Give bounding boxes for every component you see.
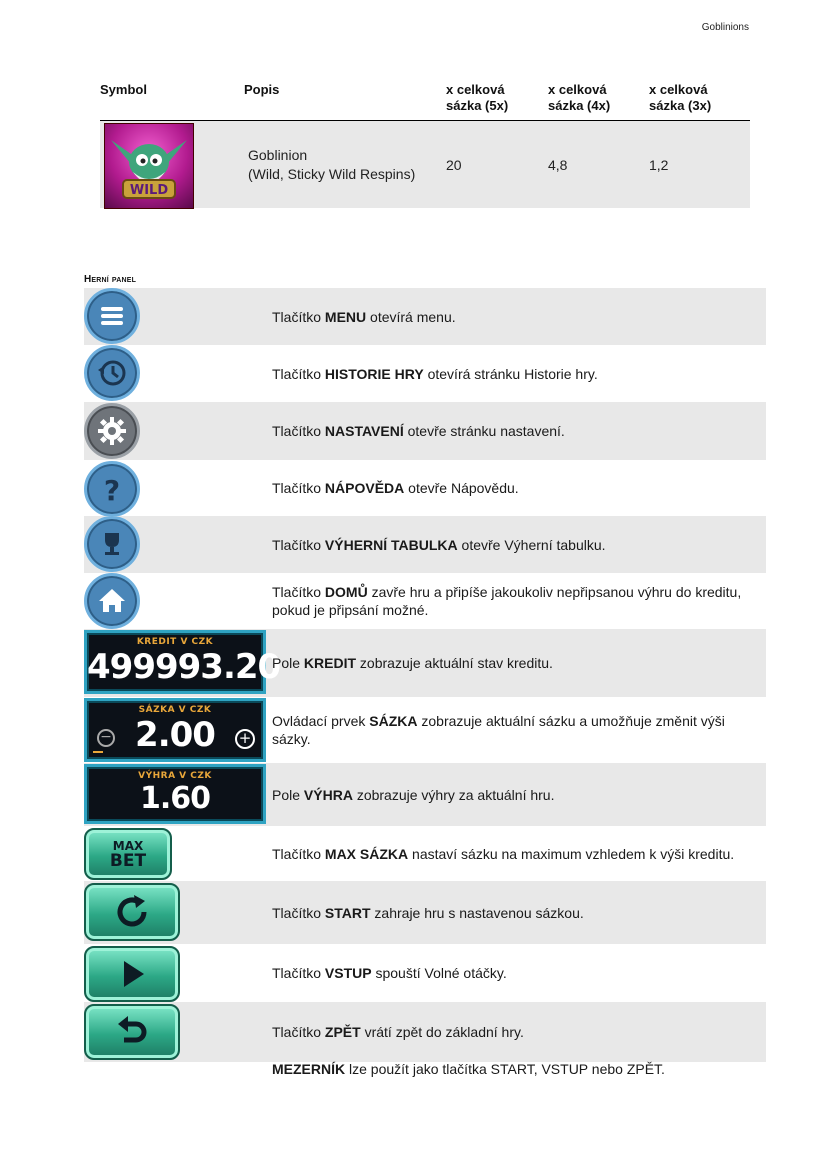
max-bet-line2: BET <box>109 851 147 871</box>
paytable-header <box>100 82 750 121</box>
row-max-bet-text: Tlačítko MAX SÁZKA nastaví sázku na maximum vzhledem k výši kreditu. <box>272 845 735 862</box>
row-start <box>84 881 766 944</box>
row-history-text: Tlačítko HISTORIE HRY otevírá stránku Historie hry. <box>272 365 598 382</box>
max-bet-line1: MAX <box>112 839 144 853</box>
document-header-title: Goblinions <box>701 22 749 33</box>
row-settings <box>84 402 766 460</box>
header-5x: x celková sázka (5x) <box>446 82 509 113</box>
row-credit-text: Pole KREDIT zobrazuje aktuální stav kreditu. <box>272 655 553 671</box>
home-icon[interactable] <box>84 573 140 629</box>
win-value: 1.60 <box>139 781 211 816</box>
payout-4x: 4,8 <box>548 156 568 173</box>
back-icon[interactable] <box>84 1004 180 1060</box>
row-menu <box>84 288 766 345</box>
symbol-name: Goblinion <box>248 146 308 163</box>
paytable-row-goblinion <box>100 121 750 208</box>
row-bet-text: Ovládací prvek SÁZKA zobrazuje aktuální sázku a umožňuje změnit výši sázky. <box>272 713 725 747</box>
trophy-icon[interactable] <box>84 516 140 572</box>
bet-value: 2.00 <box>135 715 215 755</box>
bet-level-indicator <box>93 751 103 753</box>
row-back-text: Tlačítko ZPĚT vrátí zpět do základní hry. <box>272 1024 524 1040</box>
row-win <box>84 763 766 826</box>
max-bet-button[interactable] <box>84 828 172 880</box>
goblin-wild-symbol-icon <box>104 123 194 209</box>
header-3x: x celková sázka (3x) <box>649 82 712 113</box>
bet-label: SÁZKA V CZK <box>138 705 212 715</box>
history-icon[interactable] <box>84 345 140 401</box>
row-enter-text: Tlačítko VSTUP spouští Volné otáčky. <box>272 965 507 981</box>
row-max-bet <box>84 826 766 881</box>
row-start-text: Tlačítko START zahraje hru s nastavenou sázkou. <box>272 904 584 921</box>
section-label-game-panel: Herní panel <box>84 274 137 285</box>
spin-icon[interactable] <box>84 883 180 941</box>
row-win-text: Pole VÝHRA zobrazuje výhry za aktuální hru. <box>272 786 555 803</box>
play-icon[interactable] <box>84 946 180 1002</box>
row-paytable <box>84 516 766 573</box>
win-display <box>84 764 266 824</box>
wild-icon-text: WILD <box>129 183 169 198</box>
row-credit <box>84 629 766 697</box>
row-enter <box>84 944 766 1002</box>
credit-label: KREDIT V CZK <box>136 637 214 647</box>
row-settings-text: Tlačítko NASTAVENÍ otevře stránku nastavení. <box>272 423 565 439</box>
symbol-description <box>248 121 415 208</box>
row-help-text: Tlačítko NÁPOVĚDA otevře Nápovědu. <box>272 480 519 496</box>
svg-text:?: ? <box>103 474 121 506</box>
menu-icon[interactable] <box>84 288 140 344</box>
payout-3x: 1,2 <box>649 156 669 173</box>
spacebar-note: MEZERNÍK lze použít jako tlačítka START, VSTUP nebo ZPĚT. <box>272 1061 665 1077</box>
row-paytable-text: Tlačítko VÝHERNÍ TABULKA otevře Výherní tabulku. <box>272 536 606 553</box>
bet-display[interactable] <box>84 698 266 762</box>
row-back <box>84 1002 766 1062</box>
row-bet <box>84 697 766 763</box>
game-panel-table <box>84 288 766 1062</box>
gear-icon[interactable] <box>84 403 140 459</box>
paytable <box>100 82 750 208</box>
header-symbol: Symbol <box>100 82 147 97</box>
row-help <box>84 460 766 516</box>
bet-decrease-icon[interactable]: − <box>97 729 115 747</box>
credit-display <box>84 630 281 694</box>
payout-5x: 20 <box>446 156 462 173</box>
win-label: VÝHRA V CZK <box>138 771 212 781</box>
header-4x: x celková sázka (4x) <box>548 82 611 113</box>
row-menu-text: Tlačítko MENU otevírá menu. <box>272 308 456 325</box>
row-home-text: Tlačítko DOMŮ zavře hru a připíše jakoukoliv nepřipsanou výhru do kreditu, pokud je připsání možné. <box>272 584 742 618</box>
row-home <box>84 573 766 629</box>
header-description: Popis <box>244 82 280 97</box>
symbol-subtitle: (Wild, Sticky Wild Respins) <box>248 165 416 182</box>
row-history <box>84 345 766 402</box>
credit-value: 499993.20 <box>87 647 281 687</box>
bet-increase-icon[interactable]: + <box>235 729 255 749</box>
question-icon[interactable] <box>84 461 140 517</box>
